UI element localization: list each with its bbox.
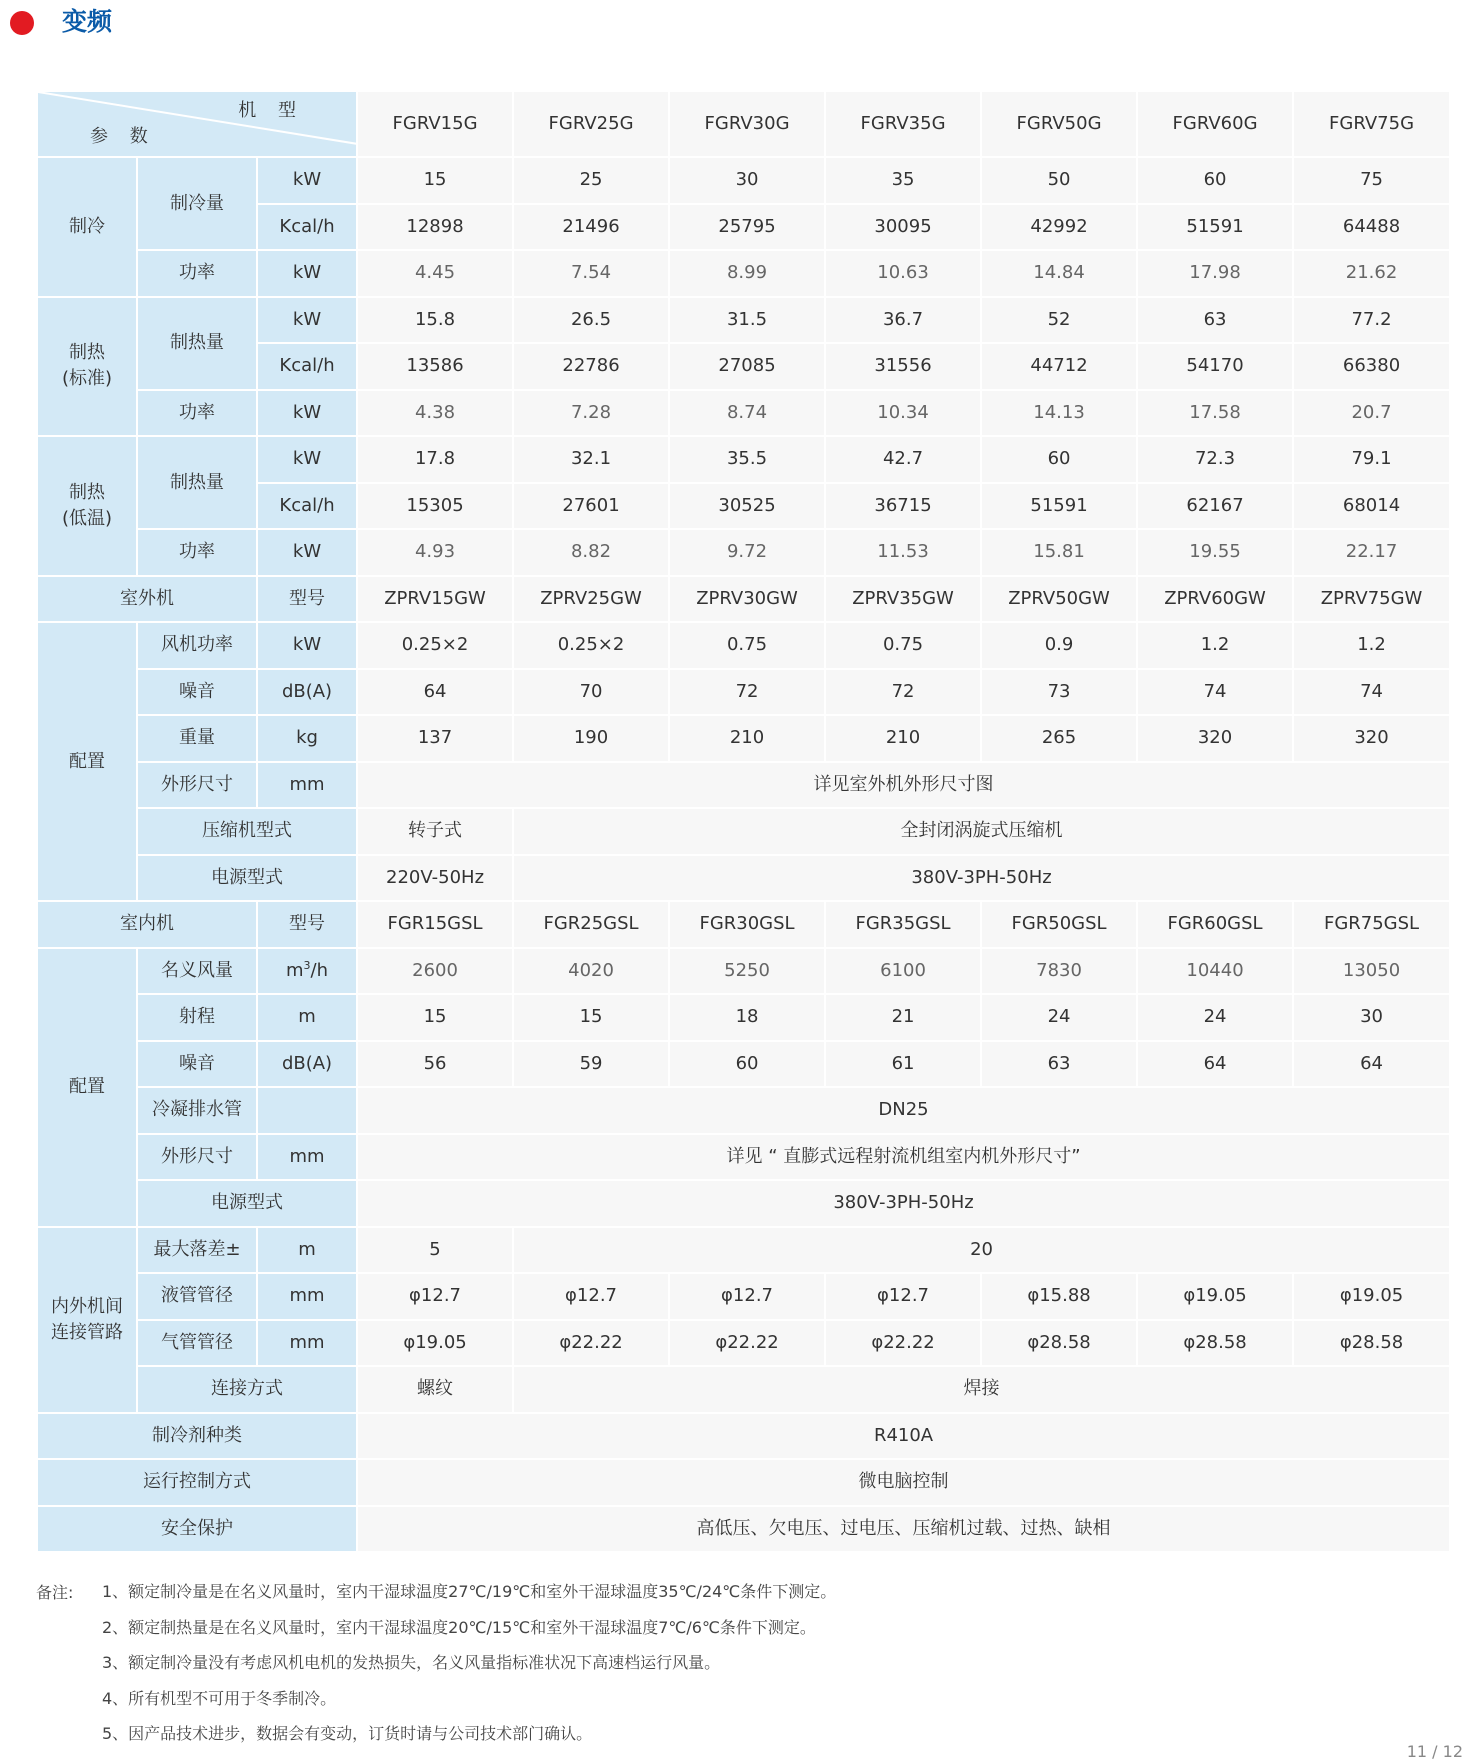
param-label: 风机功率 bbox=[138, 623, 258, 670]
note-item: 3、额定制冷量没有考虑风机电机的发热损失，名义风量指标准状况下高速档运行风量。 bbox=[102, 1653, 721, 1672]
merged-value: 全封闭涡旋式压缩机 bbox=[514, 809, 1451, 856]
value-cell: 9.72 bbox=[670, 530, 826, 577]
unit-label: Kcal/h bbox=[258, 344, 358, 391]
model-header: FGRV30G bbox=[670, 92, 826, 158]
value-cell: 15 bbox=[358, 158, 514, 205]
section-title: 变频 bbox=[62, 7, 113, 36]
unit-label: mm bbox=[258, 1274, 358, 1321]
value-cell: 26.5 bbox=[514, 298, 670, 345]
param-label: 制热量 bbox=[138, 298, 258, 391]
table-row bbox=[38, 716, 1451, 763]
param-label: 压缩机型式 bbox=[138, 809, 358, 856]
value-cell: 1.2 bbox=[1138, 623, 1294, 670]
unit-label: m bbox=[258, 1228, 358, 1275]
value-cell: FGR60GSL bbox=[1138, 902, 1294, 949]
merged-value: 详见 “ 直膨式远程射流机组室内机外形尺寸” bbox=[358, 1135, 1451, 1182]
value-cell: φ19.05 bbox=[1294, 1274, 1451, 1321]
value-cell: FGR50GSL bbox=[982, 902, 1138, 949]
value-cell: 36715 bbox=[826, 484, 982, 531]
param-label: 制热量 bbox=[138, 437, 258, 530]
value-cell: 13050 bbox=[1294, 949, 1451, 996]
unit-label: kW bbox=[258, 530, 358, 577]
note-item: 4、所有机型不可用于冬季制冷。 bbox=[102, 1688, 337, 1708]
value-cell: 42.7 bbox=[826, 437, 982, 484]
red-dot-icon bbox=[10, 11, 34, 35]
value-cell: 210 bbox=[826, 716, 982, 763]
value-cell: 30095 bbox=[826, 205, 982, 252]
param-label: 最大落差± bbox=[138, 1228, 258, 1275]
group-label: 制热 (标准) bbox=[38, 298, 138, 438]
table-row bbox=[38, 1181, 1451, 1228]
value-cell: 转子式 bbox=[358, 809, 514, 856]
unit-label: kW bbox=[258, 298, 358, 345]
table-row bbox=[38, 530, 1451, 577]
value-cell: 190 bbox=[514, 716, 670, 763]
section-label: 安全保护 bbox=[38, 1507, 358, 1554]
param-label: 功率 bbox=[138, 530, 258, 577]
table-row bbox=[38, 577, 1451, 624]
unit-label: dB(A) bbox=[258, 670, 358, 717]
merged-value: 高低压、欠电压、过电压、压缩机过载、过热、缺相 bbox=[358, 1507, 1451, 1554]
value-cell: 25795 bbox=[670, 205, 826, 252]
merged-value: R410A bbox=[358, 1414, 1451, 1461]
value-cell: 4020 bbox=[514, 949, 670, 996]
value-cell: φ22.22 bbox=[826, 1321, 982, 1368]
note-item: 5、因产品技术进步，数据会有变动，订货时请与公司技术部门确认。 bbox=[102, 1724, 593, 1743]
table-row bbox=[38, 298, 1451, 345]
value-cell: 0.25×2 bbox=[358, 623, 514, 670]
value-cell: 68014 bbox=[1294, 484, 1451, 531]
value-cell: 32.1 bbox=[514, 437, 670, 484]
value-cell: FGR75GSL bbox=[1294, 902, 1451, 949]
merged-value: 20 bbox=[514, 1228, 1451, 1275]
value-cell: φ12.7 bbox=[514, 1274, 670, 1321]
merged-value: DN25 bbox=[358, 1088, 1451, 1135]
value-cell: ZPRV35GW bbox=[826, 577, 982, 624]
value-cell: φ12.7 bbox=[670, 1274, 826, 1321]
value-cell: 72 bbox=[826, 670, 982, 717]
notes-list bbox=[102, 1580, 1402, 1758]
value-cell: 2600 bbox=[358, 949, 514, 996]
param-label: 名义风量 bbox=[138, 949, 258, 996]
table-row bbox=[38, 763, 1451, 810]
unit-label: kg bbox=[258, 716, 358, 763]
unit-label: kW bbox=[258, 158, 358, 205]
table-row bbox=[38, 1507, 1451, 1554]
table-row bbox=[38, 1414, 1451, 1461]
param-label: 噪音 bbox=[138, 1042, 258, 1089]
unit-label: mm bbox=[258, 763, 358, 810]
value-cell: 66380 bbox=[1294, 344, 1451, 391]
value-cell: 0.75 bbox=[670, 623, 826, 670]
table-row bbox=[38, 623, 1451, 670]
value-cell: 36.7 bbox=[826, 298, 982, 345]
value-cell: 30 bbox=[1294, 995, 1451, 1042]
value-cell: 64 bbox=[1294, 1042, 1451, 1089]
value-cell: 30525 bbox=[670, 484, 826, 531]
value-cell: 52 bbox=[982, 298, 1138, 345]
table-row bbox=[38, 949, 1451, 996]
value-cell: 44712 bbox=[982, 344, 1138, 391]
value-cell: 17.8 bbox=[358, 437, 514, 484]
value-cell: 8.82 bbox=[514, 530, 670, 577]
table-row bbox=[38, 251, 1451, 298]
value-cell: 31.5 bbox=[670, 298, 826, 345]
value-cell: 10.34 bbox=[826, 391, 982, 438]
value-cell: 320 bbox=[1294, 716, 1451, 763]
unit-label bbox=[258, 1088, 358, 1135]
page-number: 11 / 12 bbox=[1406, 1742, 1463, 1761]
value-cell: 30 bbox=[670, 158, 826, 205]
value-cell: 15 bbox=[514, 995, 670, 1042]
value-cell: ZPRV75GW bbox=[1294, 577, 1451, 624]
unit-label: mm bbox=[258, 1135, 358, 1182]
unit-label: Kcal/h bbox=[258, 484, 358, 531]
value-cell: φ28.58 bbox=[1138, 1321, 1294, 1368]
value-cell: 61 bbox=[826, 1042, 982, 1089]
value-cell: 72 bbox=[670, 670, 826, 717]
value-cell: 64 bbox=[1138, 1042, 1294, 1089]
value-cell: 7.28 bbox=[514, 391, 670, 438]
value-cell: FGR25GSL bbox=[514, 902, 670, 949]
value-cell: 75 bbox=[1294, 158, 1451, 205]
value-cell: 24 bbox=[1138, 995, 1294, 1042]
value-cell: 60 bbox=[1138, 158, 1294, 205]
group-label: 配置 bbox=[38, 623, 138, 902]
group-label: 制冷 bbox=[38, 158, 138, 298]
unit-h: /h bbox=[310, 959, 329, 981]
corner-cell bbox=[38, 92, 358, 158]
value-cell: 0.25×2 bbox=[514, 623, 670, 670]
merged-value: 380V-3PH-50Hz bbox=[514, 856, 1451, 903]
value-cell: 4.38 bbox=[358, 391, 514, 438]
value-cell: 25 bbox=[514, 158, 670, 205]
corner-label-model: 机 型 bbox=[238, 100, 305, 121]
value-cell: 72.3 bbox=[1138, 437, 1294, 484]
corner-label-param: 参 数 bbox=[90, 126, 156, 147]
section-label: 室外机 bbox=[38, 577, 258, 624]
value-cell: φ22.22 bbox=[514, 1321, 670, 1368]
value-cell: 8.74 bbox=[670, 391, 826, 438]
value-cell: 11.53 bbox=[826, 530, 982, 577]
value-cell: 210 bbox=[670, 716, 826, 763]
unit-label: m bbox=[258, 995, 358, 1042]
table-row bbox=[38, 391, 1451, 438]
table-row bbox=[38, 1228, 1451, 1275]
value-cell: 17.58 bbox=[1138, 391, 1294, 438]
value-cell: 220V-50Hz bbox=[358, 856, 514, 903]
value-cell: 60 bbox=[982, 437, 1138, 484]
group-label: 内外机间 连接管路 bbox=[38, 1228, 138, 1414]
value-cell: 7.54 bbox=[514, 251, 670, 298]
section-label: 室内机 bbox=[38, 902, 258, 949]
value-cell: 63 bbox=[1138, 298, 1294, 345]
unit-label: mm bbox=[258, 1321, 358, 1368]
section-label: 制冷剂种类 bbox=[38, 1414, 358, 1461]
model-header: FGRV75G bbox=[1294, 92, 1451, 158]
table-row bbox=[38, 1321, 1451, 1368]
table-row bbox=[38, 1460, 1451, 1507]
value-cell: 42992 bbox=[982, 205, 1138, 252]
value-cell: 73 bbox=[982, 670, 1138, 717]
param-label: 功率 bbox=[138, 391, 258, 438]
value-cell: 21.62 bbox=[1294, 251, 1451, 298]
table-row bbox=[38, 995, 1451, 1042]
value-cell: FGR35GSL bbox=[826, 902, 982, 949]
value-cell: 54170 bbox=[1138, 344, 1294, 391]
note-item: 1、额定制冷量是在名义风量时，室内干湿球温度27℃/19℃和室外干湿球温度35℃/24℃条件下测定。 bbox=[102, 1582, 837, 1601]
param-label: 连接方式 bbox=[138, 1367, 358, 1414]
table-row bbox=[38, 1088, 1451, 1135]
value-cell: 19.55 bbox=[1138, 530, 1294, 577]
spec-table bbox=[38, 92, 1451, 1553]
value-cell: 51591 bbox=[982, 484, 1138, 531]
value-cell: 22786 bbox=[514, 344, 670, 391]
merged-value: 焊接 bbox=[514, 1367, 1451, 1414]
value-cell: φ28.58 bbox=[1294, 1321, 1451, 1368]
value-cell: 15.8 bbox=[358, 298, 514, 345]
value-cell: φ12.7 bbox=[826, 1274, 982, 1321]
value-cell: φ12.7 bbox=[358, 1274, 514, 1321]
value-cell: 18 bbox=[670, 995, 826, 1042]
value-cell: 15 bbox=[358, 995, 514, 1042]
value-cell: φ19.05 bbox=[358, 1321, 514, 1368]
value-cell: 35.5 bbox=[670, 437, 826, 484]
value-cell: 74 bbox=[1138, 670, 1294, 717]
value-cell: 10.63 bbox=[826, 251, 982, 298]
value-cell: 320 bbox=[1138, 716, 1294, 763]
value-cell: 5 bbox=[358, 1228, 514, 1275]
group-label: 制热 (低温) bbox=[38, 437, 138, 577]
table-row bbox=[38, 670, 1451, 717]
unit-label: kW bbox=[258, 623, 358, 670]
value-cell: 8.99 bbox=[670, 251, 826, 298]
model-header: FGRV60G bbox=[1138, 92, 1294, 158]
notes-label: 备注: bbox=[36, 1583, 74, 1602]
value-cell: 35 bbox=[826, 158, 982, 205]
param-label: 制冷量 bbox=[138, 158, 258, 251]
unit-label bbox=[258, 949, 358, 996]
value-cell: 24 bbox=[982, 995, 1138, 1042]
value-cell: 79.1 bbox=[1294, 437, 1451, 484]
param-label: 气管管径 bbox=[138, 1321, 258, 1368]
table-row bbox=[38, 809, 1451, 856]
value-cell: 4.93 bbox=[358, 530, 514, 577]
value-cell: 64488 bbox=[1294, 205, 1451, 252]
value-cell: 1.2 bbox=[1294, 623, 1451, 670]
value-cell: 64 bbox=[358, 670, 514, 717]
param-label: 外形尺寸 bbox=[138, 763, 258, 810]
unit-label: 型号 bbox=[258, 902, 358, 949]
value-cell: 27085 bbox=[670, 344, 826, 391]
value-cell: 20.7 bbox=[1294, 391, 1451, 438]
table-row bbox=[38, 1135, 1451, 1182]
group-label: 配置 bbox=[38, 949, 138, 1228]
value-cell: 5250 bbox=[670, 949, 826, 996]
value-cell: 12898 bbox=[358, 205, 514, 252]
table-row bbox=[38, 902, 1451, 949]
value-cell: 59 bbox=[514, 1042, 670, 1089]
unit-label: kW bbox=[258, 391, 358, 438]
model-header: FGRV50G bbox=[982, 92, 1138, 158]
value-cell: ZPRV50GW bbox=[982, 577, 1138, 624]
param-label: 射程 bbox=[138, 995, 258, 1042]
value-cell: 10440 bbox=[1138, 949, 1294, 996]
value-cell: 265 bbox=[982, 716, 1138, 763]
value-cell: 21 bbox=[826, 995, 982, 1042]
value-cell: 0.75 bbox=[826, 623, 982, 670]
table-row bbox=[38, 437, 1451, 484]
merged-value: 详见室外机外形尺寸图 bbox=[358, 763, 1451, 810]
unit-label: dB(A) bbox=[258, 1042, 358, 1089]
value-cell: 0.9 bbox=[982, 623, 1138, 670]
value-cell: 13586 bbox=[358, 344, 514, 391]
param-label: 电源型式 bbox=[138, 856, 358, 903]
section-header bbox=[10, 6, 34, 40]
model-header: FGRV15G bbox=[358, 92, 514, 158]
table-row bbox=[38, 856, 1451, 903]
param-label: 外形尺寸 bbox=[138, 1135, 258, 1182]
note-item: 2、额定制热量是在名义风量时，室内干湿球温度20℃/15℃和室外干湿球温度7℃/6℃条件下测定。 bbox=[102, 1617, 816, 1637]
value-cell: ZPRV30GW bbox=[670, 577, 826, 624]
merged-value: 微电脑控制 bbox=[358, 1460, 1451, 1507]
value-cell: FGR15GSL bbox=[358, 902, 514, 949]
value-cell: 6100 bbox=[826, 949, 982, 996]
param-label: 冷凝排水管 bbox=[138, 1088, 258, 1135]
value-cell: 56 bbox=[358, 1042, 514, 1089]
value-cell: φ19.05 bbox=[1138, 1274, 1294, 1321]
value-cell: 7830 bbox=[982, 949, 1138, 996]
value-cell: 螺纹 bbox=[358, 1367, 514, 1414]
param-label: 电源型式 bbox=[138, 1181, 358, 1228]
value-cell: 14.84 bbox=[982, 251, 1138, 298]
value-cell: ZPRV60GW bbox=[1138, 577, 1294, 624]
value-cell: φ28.58 bbox=[982, 1321, 1138, 1368]
value-cell: 62167 bbox=[1138, 484, 1294, 531]
value-cell: 50 bbox=[982, 158, 1138, 205]
unit-label: Kcal/h bbox=[258, 205, 358, 252]
unit-label: kW bbox=[258, 437, 358, 484]
value-cell: ZPRV25GW bbox=[514, 577, 670, 624]
table-row bbox=[38, 158, 1451, 205]
param-label: 液管管径 bbox=[138, 1274, 258, 1321]
value-cell: 60 bbox=[670, 1042, 826, 1089]
param-label: 功率 bbox=[138, 251, 258, 298]
value-cell: φ15.88 bbox=[982, 1274, 1138, 1321]
value-cell: 15.81 bbox=[982, 530, 1138, 577]
model-header: FGRV25G bbox=[514, 92, 670, 158]
merged-value: 380V-3PH-50Hz bbox=[358, 1181, 1451, 1228]
value-cell: 27601 bbox=[514, 484, 670, 531]
value-cell: 14.13 bbox=[982, 391, 1138, 438]
model-header: FGRV35G bbox=[826, 92, 982, 158]
value-cell: 22.17 bbox=[1294, 530, 1451, 577]
value-cell: 51591 bbox=[1138, 205, 1294, 252]
value-cell: 21496 bbox=[514, 205, 670, 252]
value-cell: 17.98 bbox=[1138, 251, 1294, 298]
unit-m: m bbox=[286, 959, 304, 981]
value-cell: FGR30GSL bbox=[670, 902, 826, 949]
table-row bbox=[38, 1274, 1451, 1321]
value-cell: 15305 bbox=[358, 484, 514, 531]
diagonal-line bbox=[38, 92, 358, 156]
unit-sup: 3 bbox=[303, 958, 311, 972]
value-cell: ZPRV15GW bbox=[358, 577, 514, 624]
value-cell: 4.45 bbox=[358, 251, 514, 298]
section-label: 运行控制方式 bbox=[38, 1460, 358, 1507]
value-cell: 74 bbox=[1294, 670, 1451, 717]
table-header-row bbox=[38, 92, 1451, 158]
unit-label: 型号 bbox=[258, 577, 358, 624]
table-row bbox=[38, 1042, 1451, 1089]
value-cell: 77.2 bbox=[1294, 298, 1451, 345]
unit-label: kW bbox=[258, 251, 358, 298]
param-label: 重量 bbox=[138, 716, 258, 763]
value-cell: 70 bbox=[514, 670, 670, 717]
table-row bbox=[38, 1367, 1451, 1414]
value-cell: φ22.22 bbox=[670, 1321, 826, 1368]
param-label: 噪音 bbox=[138, 670, 258, 717]
value-cell: 63 bbox=[982, 1042, 1138, 1089]
value-cell: 137 bbox=[358, 716, 514, 763]
value-cell: 31556 bbox=[826, 344, 982, 391]
